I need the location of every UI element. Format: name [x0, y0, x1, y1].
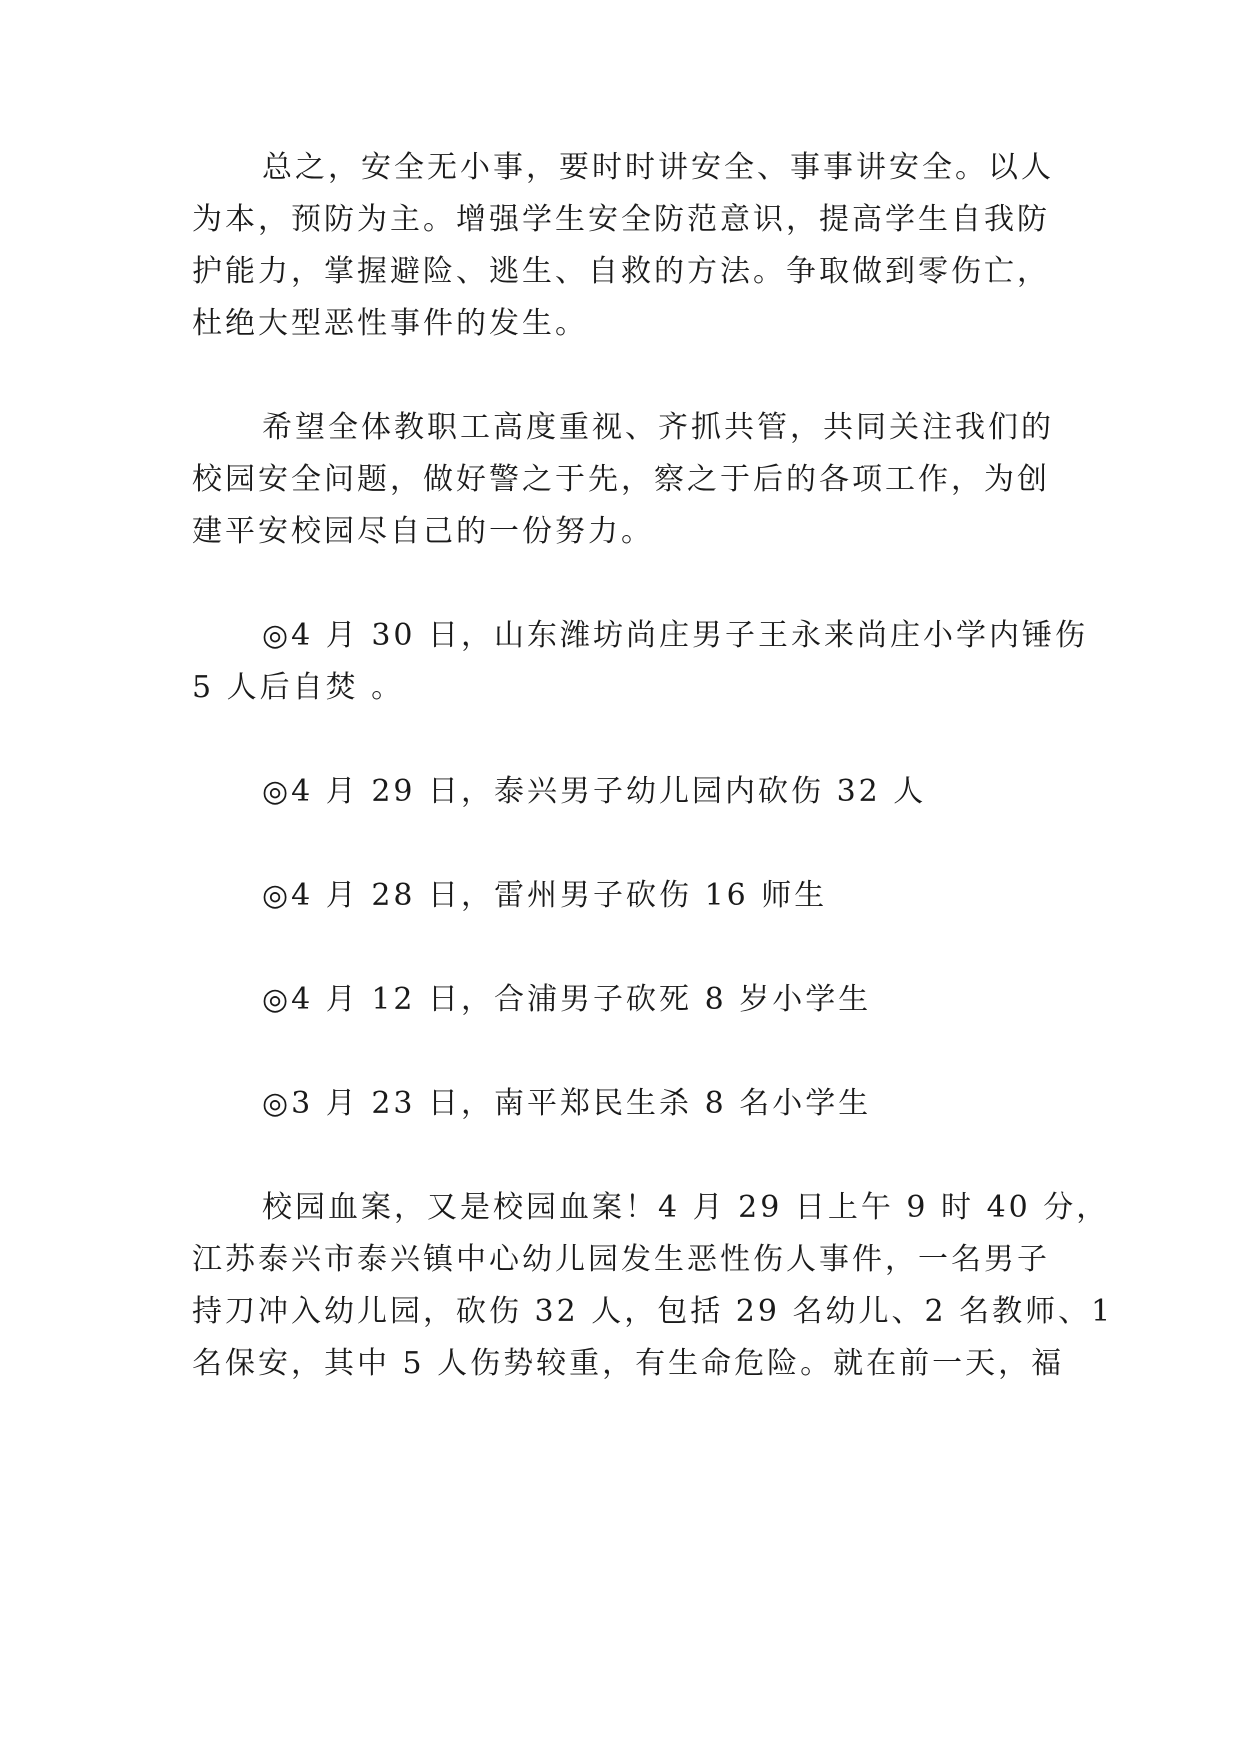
paragraph-final-line-1: 校园血案，又是校园血案！4 月 29 日上午 9 时 40 分， — [262, 1190, 1110, 1225]
paragraph-2-line-1: 希望全体教职工高度重视、齐抓共管，共同关注我们的 — [262, 410, 1054, 445]
event-item: ◎3 月 23 日，南平郑民生杀 8 名小学生 — [262, 1086, 872, 1121]
paragraph-1-line-1: 总之，安全无小事，要时时讲安全、事事讲安全。以人 — [262, 150, 1054, 185]
paragraph-2-line-3: 建平安校园尽自己的一份努力。 — [192, 514, 654, 549]
paragraph-1-line-4: 杜绝大型恶性事件的发生。 — [192, 306, 588, 341]
paragraph-final-line-2: 江苏泰兴市泰兴镇中心幼儿园发生恶性伤人事件，一名男子 — [192, 1242, 1050, 1277]
event-item-line-1: ◎4 月 30 日，山东潍坊尚庄男子王永来尚庄小学内锤伤 — [262, 618, 1089, 653]
event-item: ◎4 月 12 日，合浦男子砍死 8 岁小学生 — [262, 982, 872, 1017]
paragraph-final-line-3: 持刀冲入幼儿园，砍伤 32 人，包括 29 名幼儿、2 名教师、1 — [192, 1294, 1114, 1329]
event-item-line-2: 5 人后自焚 。 — [192, 670, 405, 705]
paragraph-2-line-2: 校园安全问题，做好警之于先，察之于后的各项工作，为创 — [192, 462, 1050, 497]
paragraph-1-line-2: 为本，预防为主。增强学生安全防范意识，提高学生自我防 — [192, 202, 1050, 237]
paragraph-1-line-3: 护能力，掌握避险、逃生、自救的方法。争取做到零伤亡， — [192, 254, 1050, 289]
event-item: ◎4 月 29 日，泰兴男子幼儿园内砍伤 32 人 — [262, 774, 927, 809]
event-item: ◎4 月 28 日，雷州男子砍伤 16 师生 — [262, 878, 828, 913]
paragraph-final-line-4: 名保安，其中 5 人伤势较重，有生命危险。就在前一天，福 — [192, 1346, 1065, 1381]
